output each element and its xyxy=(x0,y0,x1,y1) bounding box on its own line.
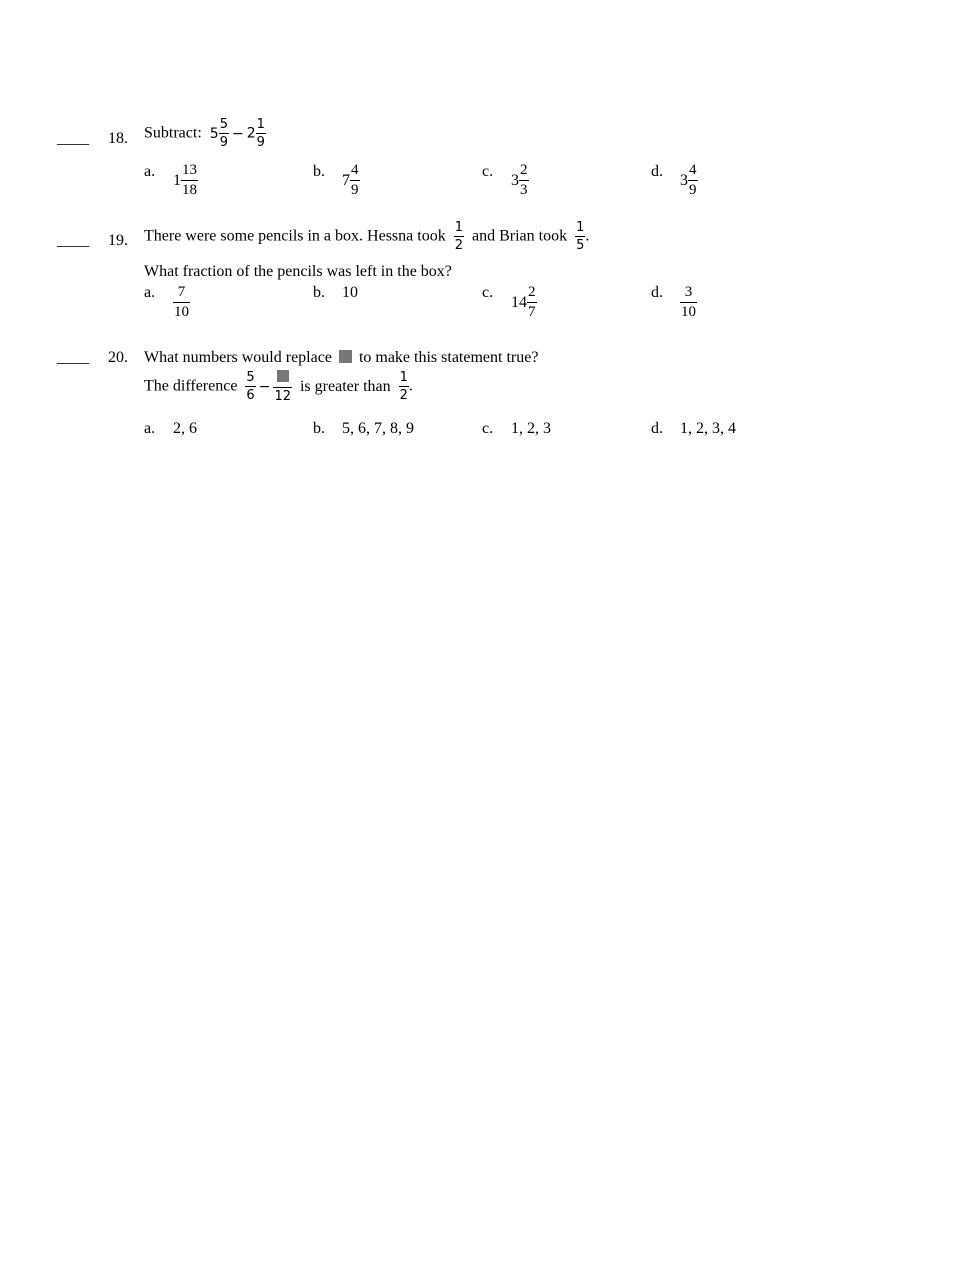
whole-number: 2 xyxy=(246,125,256,142)
question-text-line2: The difference $\frac{5}{6}$ − 12 is greater than $\frac{1}{2}$ . xyxy=(144,370,413,404)
option-b[interactable]: 7 $\frac{4}{9}$ xyxy=(342,162,359,198)
option-b[interactable]: 5, 6, 7, 8, 9 xyxy=(342,420,414,437)
question-number: 19. xyxy=(108,232,128,249)
option-c[interactable]: 1, 2, 3 xyxy=(511,420,551,437)
option-a[interactable]: 2, 6 xyxy=(173,420,197,437)
option-letter: a. xyxy=(144,163,156,180)
question-text: What numbers would replace to make this statement true? xyxy=(144,349,539,366)
answer-blank[interactable]: ____ xyxy=(57,349,89,366)
fraction: $\frac{5}{6}$ xyxy=(246,370,255,403)
fraction: $\frac{1}{9}$ xyxy=(256,117,265,150)
option-c[interactable]: 14 $\frac{2}{7}$ xyxy=(511,284,536,320)
fraction: $\frac{13}{18}$ xyxy=(182,162,197,198)
option-d[interactable]: 1, 2, 3, 4 xyxy=(680,420,736,437)
fraction: $\frac{2}{3}$ xyxy=(520,162,528,198)
option-letter: d. xyxy=(651,163,663,180)
fraction: $\frac{3}{10}$ xyxy=(681,284,696,320)
fraction: $\frac{4}{9}$ xyxy=(689,162,697,198)
fraction: $\frac{5}{9}$ xyxy=(219,117,228,150)
option-letter: d. xyxy=(651,284,663,301)
answer-blank[interactable]: ____ xyxy=(57,232,89,249)
fraction: 12 xyxy=(273,370,292,403)
question-prompt xyxy=(144,118,266,149)
option-letter: b. xyxy=(313,163,325,180)
fraction: $\frac{1}{5}$ xyxy=(576,220,585,253)
question-text-line2: What fraction of the pencils was left in the box? xyxy=(144,263,452,280)
option-letter: c. xyxy=(482,284,494,301)
option-letter: a. xyxy=(144,420,156,437)
gray-square-icon xyxy=(339,350,352,363)
option-c[interactable]: 3 $\frac{2}{3}$ xyxy=(511,162,528,198)
option-letter: b. xyxy=(313,420,325,437)
fraction: $\frac{7}{10}$ xyxy=(174,284,189,320)
option-d[interactable] xyxy=(680,285,697,320)
option-letter: c. xyxy=(482,420,494,437)
option-letter: c. xyxy=(482,163,494,180)
fraction: $\frac{4}{9}$ xyxy=(351,162,359,198)
prompt-text: Subtract: xyxy=(144,124,202,142)
option-letter: a. xyxy=(144,284,156,301)
option-letter: b. xyxy=(313,284,325,301)
fraction: $\frac{1}{2}$ xyxy=(399,370,408,403)
question-number: 20. xyxy=(108,349,128,366)
fraction: $\frac{1}{2}$ xyxy=(454,220,463,253)
minus-sign: − xyxy=(231,125,244,142)
fraction: $\frac{2}{7}$ xyxy=(528,284,536,320)
option-a[interactable] xyxy=(173,285,190,320)
option-letter: d. xyxy=(651,420,663,437)
minus-sign: − xyxy=(258,378,271,395)
gray-square-icon xyxy=(277,370,289,382)
option-b[interactable]: 10 xyxy=(342,284,358,301)
option-a[interactable]: 1 $\frac{13}{18}$ xyxy=(173,162,197,198)
whole-number: 5 xyxy=(209,125,219,142)
option-d[interactable]: 3 $\frac{4}{9}$ xyxy=(680,162,697,198)
question-text: There were some pencils in a box. Hessna took $\frac{1}{2}$ and Brian took $\frac{1}{5}$ . xyxy=(144,220,590,253)
question-number: 18. xyxy=(108,130,128,147)
answer-blank[interactable]: ____ xyxy=(57,130,89,147)
